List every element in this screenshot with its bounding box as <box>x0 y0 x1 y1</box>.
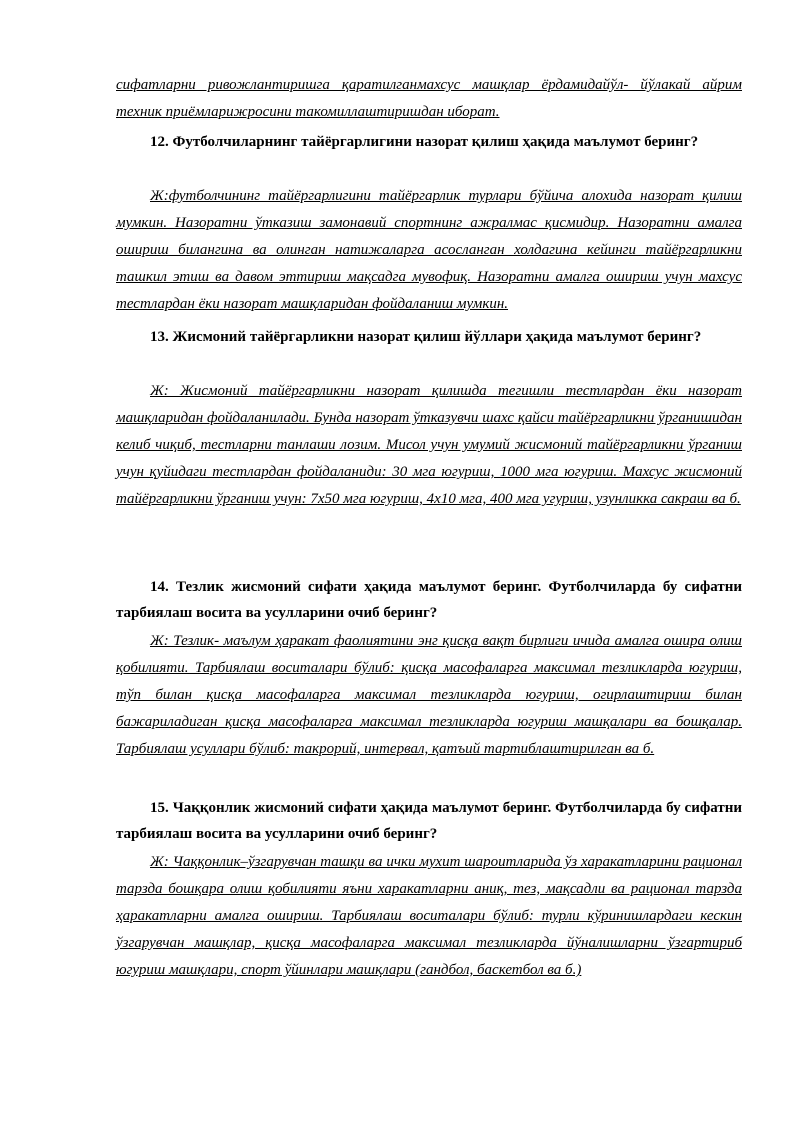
answer-13: Ж: Жисмоний тайёргарликни назорат қилишда тегишли тестлардан ёки назорат машқларидан фойдаланилади. Бунда назорат ўтказувчи шахс қайси тайёргарликни ўрганишидан келиб чиқиб, тестларни танлаши лозим. Мисол учун умумий жисмоний тайёргарликни ўрганиш учун қуйидаги тестлардан фойдаланиди: 30 мга югуриш, 1000 мга югуриш. Махсус жисмоний тайёргарликни ўрганиш учун: 7х50 мга югуриш, 4х10 мга, 400 мга угуриш, узунликка сакраш ва б. <box>116 383 742 507</box>
question-14-block <box>116 574 742 626</box>
answer-13-block <box>116 378 742 513</box>
answer-15-block <box>116 849 742 984</box>
question-12-block <box>116 129 742 155</box>
answer-12: Ж:футболчининг тайёргарлигини тайёргарлик турлари бўйича алохида назорат қилиш мумкин. Назоратни ўтказиш замонавий спортнинг ажралмас қисмидир. Назоратни амалга ошириш билангина ва олинган натижаларга асосланган холдагина кейинги тайёргарликни ташкил этиш ва давом эттириш мақсадга мувофиқ. Назоратни амалга ошириш учун махсус тестлардан ёки назорат машқларидан фойдаланиш мумкин. <box>116 188 742 312</box>
question-13-block <box>116 324 742 350</box>
question-13: 13. Жисмоний тайёргарликни назорат қилиш йўллари ҳақида маълумот беринг? <box>150 329 702 345</box>
answer-14: Ж: Тезлик- маълум ҳаракат фаолиятини энг қисқа вақт бирлиги ичида амалга ошира олиш қобилияти. Тарбиялаш воситалари бўлиб: қисқа масофаларга максимал тезликларда югуриш, тўп билан қисқа масофаларга максимал тезликларда югуриш, огирлаштириш билан бажариладиган қисқа масофаларга максимал тезликларда югуриш машқалари ва бошқалар. Тарбиялаш усуллари бўлиб: такрорий, интервал, қатъий тартиблаштирилган ва б. <box>116 633 742 757</box>
question-15: 15. Чаққонлик жисмоний сифати ҳақида маълумот беринг. Футболчиларда бу сифатни тарбиялаш восита ва усулларини очиб беринг? <box>116 800 742 842</box>
intro-answer: сифатларни ривожлантиришга қаратилганмахсус машқлар ёрдамидайўл- йўлакай айрим техник приёмларижросини такомиллаштиришдан иборат. <box>116 77 742 120</box>
question-12: 12. Футболчиларнинг тайёргарлигини назорат қилиш ҳақида маълумот беринг? <box>150 134 699 150</box>
answer-12-block <box>116 183 742 318</box>
answer-14-block <box>116 628 742 763</box>
intro-answer-block <box>116 72 742 126</box>
question-14: 14. Тезлик жисмоний сифати ҳақида маълумот беринг. Футболчиларда бу сифатни тарбиялаш восита ва усулларини очиб беринг? <box>116 579 742 621</box>
answer-15: Ж: Чаққонлик–ўзгарувчан ташқи ва ички мухит шароитларида ўз харакатларини рационал тарзда бошқара олиш қобилияти яъни харакатларни аниқ, тез, мақсадли ва рационал тарзда ҳаракатларни амалга ошириш. Тарбиялаш воситалари бўлиб: турли кўринишлардаги кескин ўзгарувчан машқлар, қисқа масофаларга максимал тезликларда йўналишларни ўзгартириб югуриш машқлари, спорт ўйинлари машқлари (гандбол, баскетбол ва б.) <box>116 854 742 978</box>
question-15-block <box>116 795 742 847</box>
